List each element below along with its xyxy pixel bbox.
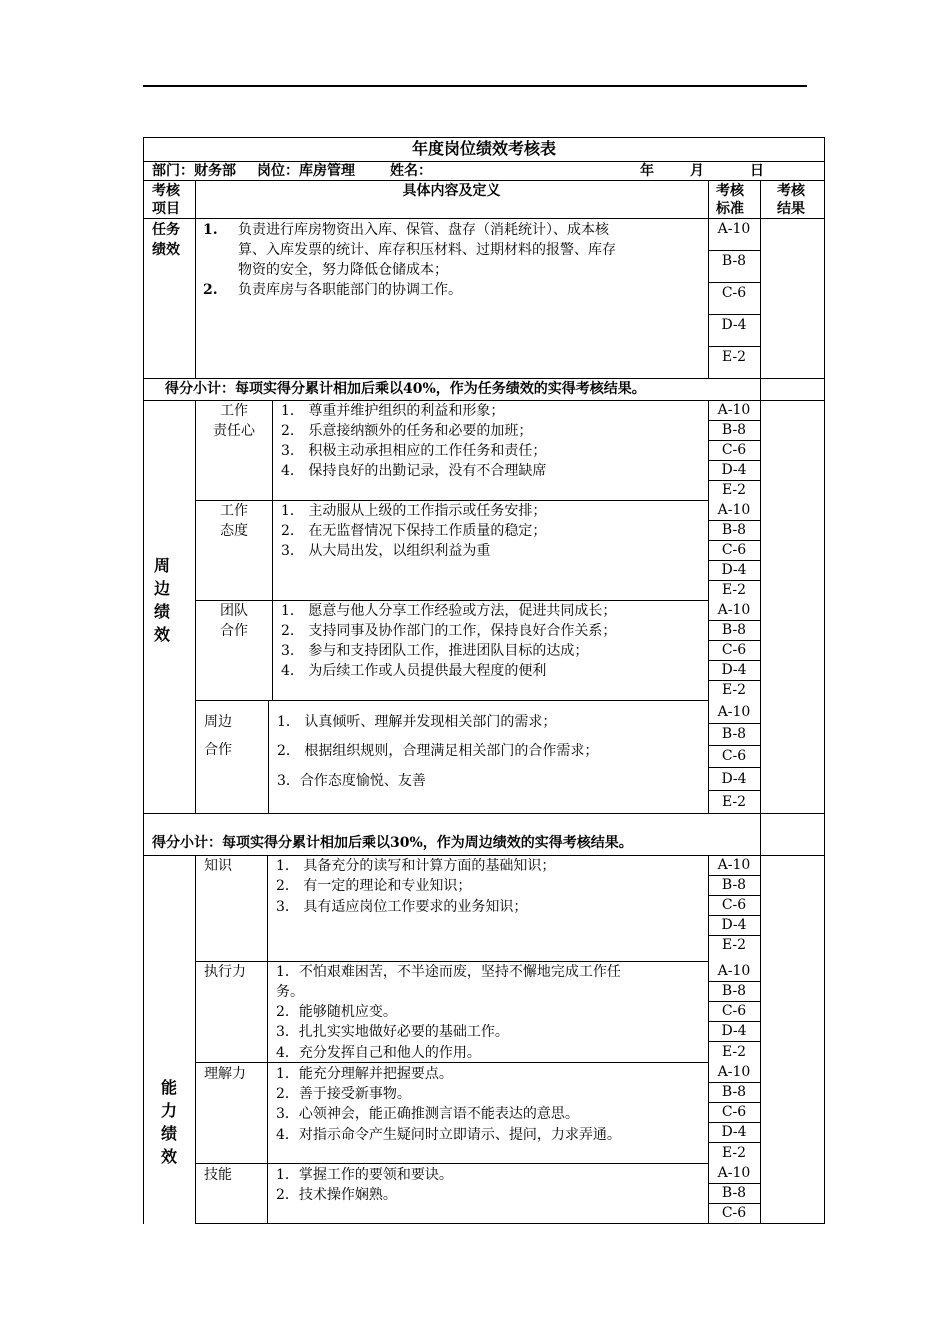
grade-option: B-8 — [721, 983, 747, 999]
peripheral-label-char: 边 — [153, 579, 170, 598]
grade-option: D-4 — [721, 317, 747, 333]
grade-option: B-8 — [721, 422, 747, 438]
sub-name: 工作 — [220, 403, 248, 419]
sub-name: 执行力 — [204, 964, 246, 980]
grade-option: C-6 — [721, 1003, 747, 1019]
criterion-text: 2． 在无监督情况下保持工作质量的稳定； — [281, 523, 547, 539]
sub-name: 理解力 — [204, 1066, 246, 1082]
rule — [708, 1223, 825, 1224]
criterion-text: 1．掌握工作的要领和要诀。 — [276, 1167, 453, 1183]
grade-option: B-8 — [721, 726, 747, 742]
grade-option: A-10 — [717, 703, 751, 720]
rule — [143, 161, 825, 162]
grade-option: D-4 — [721, 1124, 747, 1140]
rule — [760, 855, 761, 1224]
ability-label-char: 效 — [160, 1147, 177, 1166]
grade-option: B-8 — [721, 522, 747, 538]
grade-option: E-2 — [721, 682, 747, 698]
sub-name: 合作 — [220, 623, 248, 639]
grade-option: A-10 — [717, 857, 751, 873]
department: 部门：财务部 — [152, 163, 236, 179]
task-item-text: 负责进行库房物资出入库、保管、盘存（消耗统计）、成本核 — [238, 222, 609, 238]
sub-name: 技能 — [204, 1167, 232, 1183]
sub-name: 团队 — [220, 603, 248, 619]
grade-option: B-8 — [721, 622, 747, 638]
rule — [195, 700, 709, 701]
date-day-label: 日 — [750, 163, 764, 179]
grade-option: D-4 — [721, 662, 747, 678]
grade-option: A-10 — [717, 221, 751, 237]
grade-option: D-4 — [721, 462, 747, 478]
grade-option: E-2 — [721, 1043, 747, 1060]
ability-label-char: 绩 — [160, 1124, 177, 1143]
header-item-line2: 项目 — [152, 201, 180, 217]
peripheral-label-char: 效 — [153, 625, 170, 644]
criterion-text: 4．充分发挥自己和他人的作用。 — [276, 1045, 481, 1061]
ability-label-char: 能 — [160, 1078, 177, 1097]
grade-option: B-8 — [721, 253, 747, 269]
rule — [267, 855, 268, 1224]
criterion-text: 3．扎扎实实地做好必要的基础工作。 — [276, 1024, 509, 1040]
grade-option: C-6 — [721, 442, 747, 458]
criterion-text: 2．技术操作娴熟。 — [276, 1187, 397, 1203]
task-item-number: 1. — [203, 222, 218, 238]
criterion-text: 1． 尊重并维护组织的利益和形象； — [281, 403, 505, 419]
criterion-text: 3．合作态度愉悦、友善 — [277, 773, 426, 789]
criterion-text: 2． 支持同事及协作部门的工作，保持良好合作关系； — [281, 623, 617, 639]
grade-option: C-6 — [721, 542, 747, 558]
sub-name: 责任心 — [213, 423, 255, 439]
grade-option: C-6 — [721, 1104, 747, 1120]
criterion-text: 3． 积极主动承担相应的工作任务和责任； — [281, 443, 547, 459]
criterion-text: 2．能够随机应变。 — [276, 1004, 397, 1020]
criterion-text: 4．对指示命令产生疑问时立即请示、提问，力求弄通。 — [276, 1127, 621, 1143]
grade-option: D-4 — [721, 1023, 747, 1039]
grade-option: A-10 — [717, 963, 751, 979]
grade-option: A-10 — [717, 602, 751, 618]
grade-option: C-6 — [721, 642, 747, 658]
criterion-text: 2． 有一定的理论和专业知识； — [276, 878, 472, 894]
rule — [195, 1223, 709, 1224]
rule — [195, 1163, 709, 1164]
date-month-label: 月 — [690, 163, 704, 179]
task-subtotal: 得分小计：每项实得分累计相加后乘以40%，作为任务绩效的实得考核结果。 — [165, 381, 646, 397]
criterion-text: 3． 从大局出发，以组织利益为重 — [281, 543, 491, 559]
criterion-text: 1． 认真倾听、理解并发现相关部门的需求； — [277, 714, 557, 730]
criterion-text: 2．善于接受新事物。 — [276, 1086, 411, 1102]
criterion-text: 1．不怕艰难困苦，不半途而废，坚持不懈地完成工作任 — [276, 964, 621, 980]
grade-option: C-6 — [721, 897, 747, 913]
rule — [268, 701, 269, 813]
task-label-line1: 任务 — [152, 222, 180, 238]
ability-label-char: 力 — [160, 1101, 177, 1120]
grade-option: B-8 — [721, 1084, 747, 1100]
sub-name: 知识 — [204, 858, 232, 874]
table-border-left — [143, 137, 144, 1224]
header-result-line2: 结果 — [777, 201, 805, 217]
grade-option: C-6 — [721, 748, 747, 764]
rule — [195, 855, 196, 1224]
rule — [272, 400, 273, 700]
date-year-label: 年 — [640, 163, 654, 179]
criterion-text: 4． 保持良好的出勤记录，没有不合理缺席 — [281, 463, 547, 479]
grade-option: C-6 — [721, 1205, 747, 1221]
header-item-line1: 考核 — [152, 183, 180, 199]
grade-option: D-4 — [721, 917, 747, 933]
header-result-line1: 考核 — [777, 183, 805, 199]
grade-option: B-8 — [721, 877, 747, 893]
criterion-text: 1． 愿意与他人分享工作经验或方法，促进共同成长； — [281, 603, 617, 619]
grade-option: A-10 — [717, 1064, 751, 1080]
task-item-number: 2. — [203, 282, 218, 298]
header-standard-line1: 考核 — [716, 183, 744, 199]
criterion-text: 1．能充分理解并把握要点。 — [276, 1066, 453, 1082]
criterion-text: 1． 具备充分的读写和计算方面的基础知识； — [276, 858, 556, 874]
sub-name: 周边 — [204, 714, 232, 730]
sub-name: 态度 — [220, 523, 248, 539]
task-label-line2: 绩效 — [152, 242, 180, 258]
grade-option: D-4 — [721, 770, 747, 787]
form-title: 年度岗位绩效考核表 — [411, 139, 556, 158]
criterion-text: 务。 — [276, 984, 304, 1000]
grade-option: E-2 — [721, 482, 747, 498]
header-rule — [143, 85, 807, 87]
header-standard-line2: 标准 — [716, 201, 744, 217]
name-field-label: 姓名： — [390, 163, 432, 179]
rule — [760, 180, 761, 855]
grade-option: E-2 — [721, 793, 747, 810]
criterion-text: 4． 为后续工作或人员提供最大程度的便利 — [281, 663, 547, 679]
header-content: 具体内容及定义 — [402, 183, 501, 199]
grade-option: B-8 — [721, 1185, 747, 1201]
criterion-text: 1． 主动服从上级的工作指示或任务安排； — [281, 503, 547, 519]
criterion-text: 3． 参与和支持团队工作，推进团队目标的达成； — [281, 643, 589, 659]
rule — [143, 813, 825, 814]
table-border-top — [143, 137, 825, 138]
grade-option: E-2 — [721, 1144, 747, 1161]
peripheral-label-char: 周 — [153, 556, 170, 575]
post: 岗位：库房管理 — [257, 163, 355, 179]
grade-option: A-10 — [717, 1165, 751, 1181]
task-item-text: 算、入库发票的统计、库存积压材料、过期材料的报警、库存 — [238, 242, 616, 258]
grade-option: C-6 — [721, 285, 747, 301]
criterion-text: 2． 根据组织规则，合理满足相关部门的合作需求； — [277, 743, 599, 759]
grade-option: E-2 — [721, 582, 747, 598]
sub-name: 合作 — [204, 742, 232, 758]
grade-option: A-10 — [717, 502, 751, 518]
grade-option: E-2 — [721, 349, 747, 365]
criterion-text: 3．心领神会，能正确推测言语不能表达的意思。 — [276, 1106, 579, 1122]
grade-option: A-10 — [717, 402, 751, 418]
grade-option: E-2 — [721, 937, 747, 953]
sub-name: 工作 — [220, 503, 248, 519]
grade-option: D-4 — [721, 562, 747, 578]
task-item-text: 物资的安全，努力降低仓储成本； — [238, 262, 448, 278]
peripheral-subtotal: 得分小计：每项实得分累计相加后乘以30%，作为周边绩效的实得考核结果。 — [152, 835, 633, 851]
rule — [195, 180, 196, 378]
task-item-text: 负责库房与各职能部门的协调工作。 — [238, 282, 462, 298]
criterion-text: 3． 具有适应岗位工作要求的业务知识； — [276, 899, 528, 915]
peripheral-label-char: 绩 — [153, 602, 170, 621]
table-border-right — [824, 137, 825, 1224]
criterion-text: 2． 乐意接纳额外的任务和必要的加班； — [281, 423, 533, 439]
